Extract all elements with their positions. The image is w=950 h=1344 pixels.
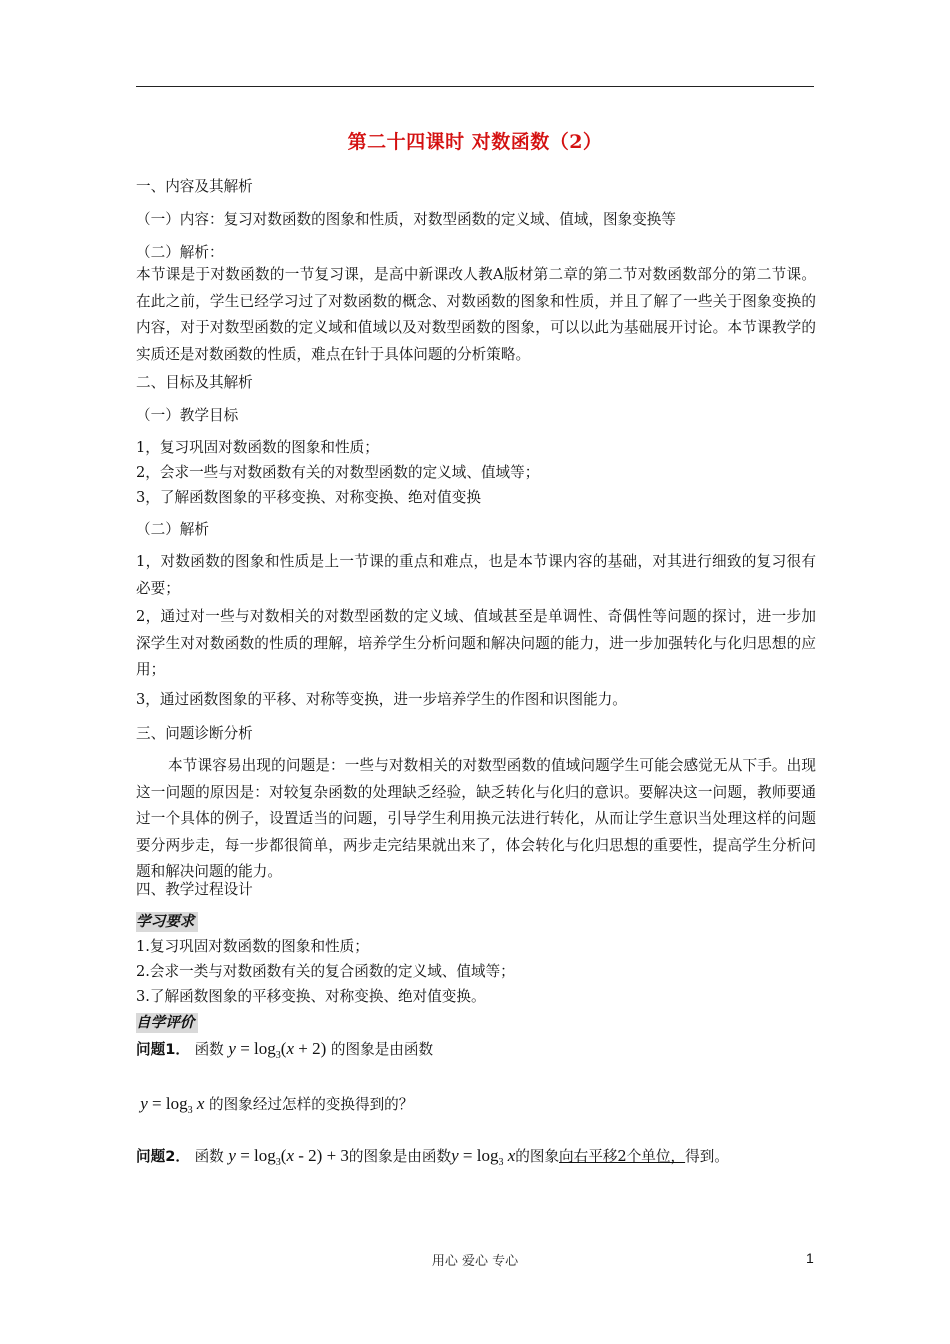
question-1-mid: 的图象是由函数 — [330, 1041, 434, 1058]
question-2-pre: 函数 — [194, 1148, 224, 1165]
section-4-heading: 四、教学过程设计 — [136, 881, 253, 898]
goal-item: 3，了解函数图象的平移变换、对称变换、绝对值变换 — [136, 489, 481, 506]
question-2-answer: 向右平移2个单位， — [559, 1148, 686, 1165]
question-1-post: 的图象经过怎样的变换得到的？ — [209, 1096, 414, 1113]
section-1-heading: 一、内容及其解析 — [136, 178, 253, 195]
goals-label: （一）教学目标 — [136, 407, 239, 424]
section-3-heading: 三、问题诊断分析 — [136, 725, 253, 742]
analysis-label-2: （二）解析 — [136, 521, 209, 538]
diagnosis-paragraph: 本节课容易出现的问题是：一些与对数相关的对数型函数的值域问题学生可能会感觉无从下手。出现这一问题的原因是：对较复杂函数的处理缺乏经验，缺乏转化与化归的意识。要解决这一问题，教师要通过一个具体的例子，设置适当的问题，引导学生利用换元法进行转化，从而让学生意识当处理这样的问题要分两步走，每一步都很简单，两步走完结果就出来了，体会转化与化归思想的重要性，提高学生分析问题和解决问题的能力。 — [136, 757, 816, 880]
question-1-label: 问题1． — [136, 1041, 190, 1058]
question-2-mid: 的图象是由函数 — [348, 1148, 452, 1165]
formula-2: $y = \log_3(x - 2) + 3$ — [228, 1146, 349, 1168]
section-2-heading: 二、目标及其解析 — [136, 374, 253, 391]
requirements-header: 学习要求 — [136, 912, 198, 932]
question-1-line-2 — [136, 1094, 413, 1121]
requirement-item: 1.复习巩固对数函数的图象和性质； — [136, 938, 369, 955]
page-number: 1 — [806, 1250, 814, 1266]
question-2-mid2: 的图象 — [515, 1148, 560, 1165]
question-2-label: 问题2． — [136, 1148, 190, 1165]
header-rule — [136, 86, 814, 87]
analysis-paragraph: 本节课是于对数函数的一节复习课，是高中新课改人教A版材第二章的第二节对数函数部分的第二节课。在此之前，学生已经学习过了对数函数的概念、对数函数的图象和性质，并且了解了一些关于图象变换的内容，对于对数型函数的定义域和值域以及对数型函数的图象，可以以此为基础展开讨论。本节课教学的实质还是对数函数的性质，难点在针于具体问题的分析策略。 — [136, 266, 816, 363]
footer-text: 用心 爱心 专心 — [431, 1254, 519, 1269]
question-2-line — [136, 1146, 729, 1173]
content-line: （一）内容：复习对数函数的图象和性质，对数型函数的定义域、值域，图象变换等 — [136, 211, 676, 228]
formula-2b: $y = \log_3 x$ — [451, 1146, 516, 1168]
analysis-item: 3，通过函数图象的平移、对称等变换，进一步培养学生的作图和识图能力。 — [136, 691, 627, 708]
requirement-item: 2.会求一类与对数函数有关的复合函数的定义域、值域等； — [136, 963, 515, 980]
formula-1: $y = \log_3(x + 2)$ — [228, 1039, 327, 1061]
question-1-pre: 函数 — [194, 1041, 224, 1058]
question-1-line — [136, 1039, 433, 1066]
formula-1b: $y = \log_3 x$ — [140, 1094, 205, 1116]
goal-item: 1，复习巩固对数函数的图象和性质； — [136, 439, 379, 456]
self-eval-header: 自学评价 — [136, 1013, 198, 1033]
page-title: 第二十四课时 对数函数（2） — [347, 131, 603, 153]
analysis-label: （二）解析： — [136, 244, 224, 261]
question-2-post: 得到。 — [685, 1148, 729, 1165]
analysis-item: 2，通过对一些与对数相关的对数型函数的定义域、值域甚至是单调性、奇偶性等问题的探讨，进一步加深学生对对数函数的性质的理解，培养学生分析问题和解决问题的能力，进一步加强转化与化归思想的应用； — [136, 608, 816, 678]
goal-item: 2，会求一些与对数函数有关的对数型函数的定义域、值域等； — [136, 464, 540, 481]
requirement-item: 3.了解函数图象的平移变换、对称变换、绝对值变换。 — [136, 988, 486, 1005]
analysis-item: 1，对数函数的图象和性质是上一节课的重点和难点，也是本节课内容的基础，对其进行细致的复习很有必要； — [136, 553, 816, 597]
